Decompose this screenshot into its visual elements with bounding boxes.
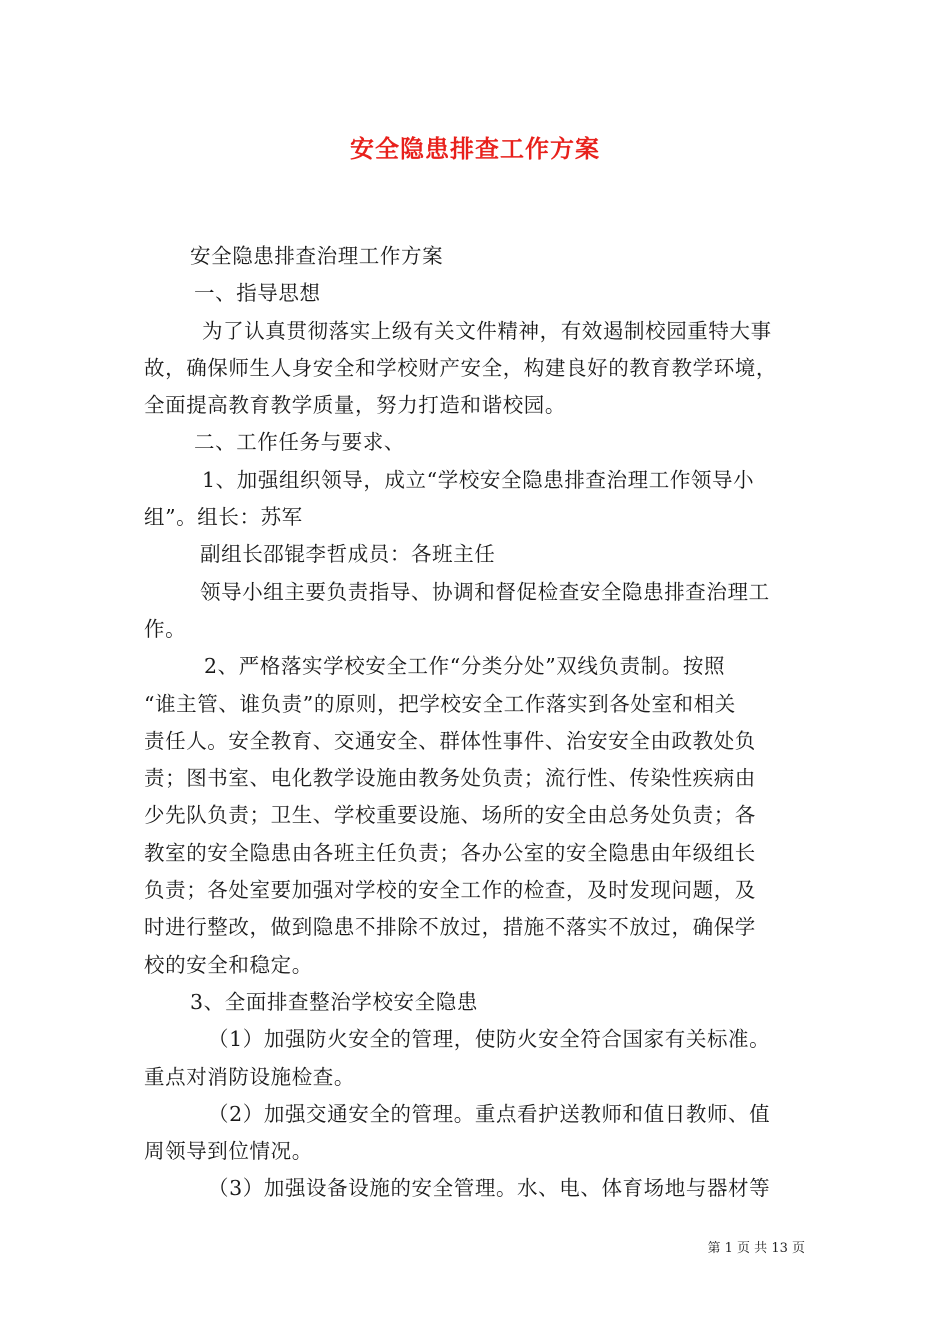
page-number: 第 1 页 共 13 页 xyxy=(707,1241,805,1256)
body-text-line: （2）加强交通安全的管理。重点看护送教师和值日教师、值 xyxy=(208,1101,771,1126)
body-text-line: 故，确保师生人身安全和学校财产安全，构建良好的教育教学环境， xyxy=(144,355,777,380)
body-text-line: 二、工作任务与要求、 xyxy=(194,430,405,455)
document-body xyxy=(144,238,808,1208)
body-text-line: 校的安全和稳定。 xyxy=(144,952,313,977)
body-text-line: 副组长邵锟李哲成员：各班主任 xyxy=(200,542,496,567)
body-text-line: 作。 xyxy=(144,616,187,641)
body-text-line: 全面提高教育教学质量，努力打造和谐校园。 xyxy=(144,393,566,418)
body-text-line: 为了认真贯彻落实上级有关文件精神，有效遏制校园重特大事 xyxy=(202,318,772,343)
body-text-line: 领导小组主要负责指导、协调和督促检查安全隐患排查治理工 xyxy=(200,579,770,604)
body-text-line: 安全隐患排查治理工作方案 xyxy=(190,244,444,268)
body-text-line: 重点对消防设施检查。 xyxy=(144,1064,355,1089)
document-title: 安全隐患排查工作方案 xyxy=(350,134,600,163)
body-text-line: （1）加强防火安全的管理，使防火安全符合国家有关标准。 xyxy=(208,1027,771,1052)
body-text-line: 3、全面排查整治学校安全隐患 xyxy=(190,989,478,1014)
body-text-line: （3）加强设备设施的安全管理。水、电、体育场地与器材等 xyxy=(208,1176,771,1201)
body-text-line: 时进行整改，做到隐患不排除不放过，措施不落实不放过，确保学 xyxy=(144,915,756,940)
body-text-line: 2、严格落实学校安全工作“分类分处”双线负责制。按照 xyxy=(204,654,726,679)
body-text-line: 一、指导思想 xyxy=(194,281,321,306)
body-text-line: 1、加强组织领导，成立“学校安全隐患排查治理工作领导小 xyxy=(202,467,755,492)
body-text-line: 组”。组长：苏军 xyxy=(144,505,303,530)
body-text-line: “谁主管、谁负责”的原则，把学校安全工作落实到各处室和相关 xyxy=(144,691,736,716)
body-text-line: 周领导到位情况。 xyxy=(144,1139,313,1164)
body-text-line: 责任人。安全教育、交通安全、群体性事件、治安安全由政教处负 xyxy=(144,728,756,753)
body-text-line: 责；图书室、电化教学设施由教务处负责；流行性、传染性疾病由 xyxy=(144,766,756,791)
body-text-line: 负责；各处室要加强对学校的安全工作的检查，及时发现问题，及 xyxy=(144,878,756,903)
body-text-line: 少先队负责；卫生、学校重要设施、场所的安全由总务处负责；各 xyxy=(144,803,756,828)
body-text-line: 教室的安全隐患由各班主任负责；各办公室的安全隐患由年级组长 xyxy=(144,840,756,865)
